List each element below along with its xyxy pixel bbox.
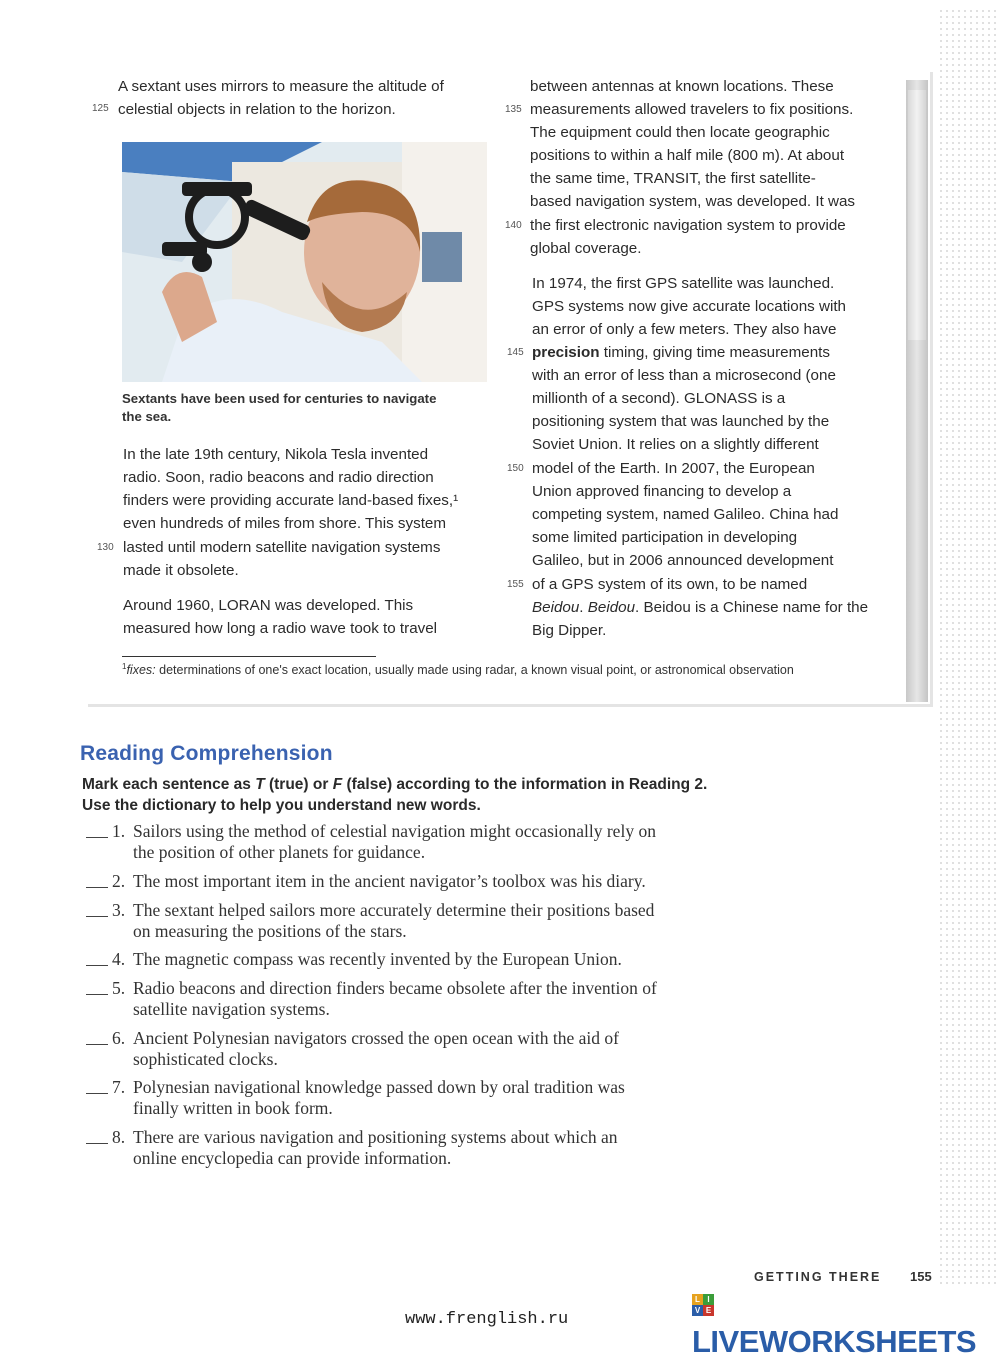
- right-text-line: competing system, named Galileo. China had: [532, 506, 839, 523]
- question-text-line: The most important item in the ancient navigator’s toolbox was his diary.: [133, 871, 646, 891]
- left-text-line: In the late 19th century, Nikola Tesla invented: [123, 446, 429, 463]
- answer-blank[interactable]: [86, 965, 108, 966]
- right-text-line: millionth of a second). GLONASS is a: [532, 390, 786, 407]
- instruction-line: [82, 776, 707, 794]
- right-text-line: Galileo, but in 2006 announced development: [532, 552, 834, 569]
- photo-caption: the sea.: [122, 409, 172, 424]
- footnote-rule: [122, 656, 376, 657]
- question-text-line: There are various navigation and positioning systems about which an: [133, 1127, 618, 1147]
- footnote-term: fixes:: [126, 663, 156, 678]
- dotted-margin-texture: [938, 8, 1000, 1288]
- left-text-line: A sextant uses mirrors to measure the altitude of: [118, 78, 444, 95]
- instruction-part: (true) or: [264, 776, 333, 793]
- line-number: 150: [507, 463, 524, 474]
- question-text-line: on measuring the positions of the stars.: [133, 921, 407, 941]
- line-dot-space: .: [579, 599, 588, 616]
- scrollbar[interactable]: [906, 80, 928, 702]
- site-url[interactable]: www.frenglish.ru: [405, 1310, 569, 1329]
- left-text-line: even hundreds of miles from shore. This system: [123, 515, 447, 532]
- right-text-line: the same time, TRANSIT, the first satellite-: [530, 170, 816, 187]
- right-text-line: [532, 341, 830, 364]
- left-text-line: Around 1960, LORAN was developed. This: [123, 597, 414, 614]
- right-text-line: GPS systems now give accurate locations with: [532, 298, 847, 315]
- instruction-part: (false) according to the information in Reading 2.: [342, 776, 708, 793]
- right-text-line: Union approved financing to develop a: [532, 483, 792, 500]
- question-number: 2.: [112, 871, 126, 891]
- line-number: 155: [507, 579, 524, 590]
- right-text-line: with an error of less than a microsecond (one: [532, 367, 836, 384]
- question-text-line: finally written in book form.: [133, 1098, 333, 1118]
- question-text-line: Ancient Polynesian navigators crossed the open ocean with the aid of: [133, 1028, 619, 1048]
- answer-blank[interactable]: [86, 1093, 108, 1094]
- section-title: Reading Comprehension: [80, 742, 333, 765]
- answer-blank[interactable]: [86, 887, 108, 888]
- italic-term-beidou: Beidou: [532, 599, 580, 616]
- instruction-line: Use the dictionary to help you understand new words.: [82, 797, 481, 814]
- answer-blank[interactable]: [86, 1044, 108, 1045]
- line-number: 145: [507, 347, 524, 358]
- liveworksheets-logo-icon: L I V E: [692, 1294, 714, 1316]
- line-remainder: timing, giving time measurements: [603, 344, 830, 361]
- right-text-line: The equipment could then locate geographic: [530, 124, 830, 141]
- left-text-line: lasted until modern satellite navigation systems: [123, 539, 441, 556]
- left-text-line: finders were providing accurate land-based fixes,¹: [123, 492, 459, 509]
- line-number: 140: [505, 220, 522, 231]
- brand-text: LIVEWORKSHEETS: [692, 1324, 977, 1359]
- right-text-line: between antennas at known locations. These: [530, 78, 834, 95]
- scrollbar-thumb[interactable]: [908, 90, 926, 340]
- left-text-line: celestial objects in relation to the horizon.: [118, 101, 396, 118]
- right-text-line: [532, 596, 868, 619]
- footnote-marker: 1: [122, 662, 127, 671]
- question-text-line: Polynesian navigational knowledge passed down by oral tradition was: [133, 1077, 625, 1097]
- question-text-line: Sailors using the method of celestial navigation might occasionally rely on: [133, 821, 656, 841]
- question-text-line: The sextant helped sailors more accurately determine their positions based: [133, 900, 655, 920]
- right-text-line: some limited participation in developing: [532, 529, 798, 546]
- line-number: 125: [92, 103, 109, 114]
- answer-blank[interactable]: [86, 837, 108, 838]
- right-text-line: model of the Earth. In 2007, the European: [532, 460, 815, 477]
- right-text-line: an error of only a few meters. They also have: [532, 321, 837, 338]
- right-text-line: Big Dipper.: [532, 622, 607, 639]
- right-text-line: global coverage.: [530, 240, 642, 257]
- footer-section-title: GETTING THERE: [754, 1270, 882, 1284]
- question-number: 1.: [112, 821, 126, 841]
- right-text-line: In 1974, the first GPS satellite was launched.: [532, 275, 835, 292]
- sextant-photo-illustration: [122, 142, 487, 382]
- instruction-t: T: [255, 776, 265, 793]
- question-number: 3.: [112, 900, 126, 920]
- line-remainder: . Beidou is a Chinese name for the: [635, 599, 869, 616]
- answer-blank[interactable]: [86, 1143, 108, 1144]
- footnote: [122, 662, 794, 677]
- left-text-line: made it obsolete.: [123, 562, 239, 579]
- question-number: 5.: [112, 978, 126, 998]
- question-number: 8.: [112, 1127, 126, 1147]
- bold-term-precision: precision: [532, 344, 600, 361]
- line-number: 130: [97, 542, 114, 553]
- photo-caption: Sextants have been used for centuries to navigate: [122, 391, 437, 406]
- question-text-line: the position of other planets for guidance.: [133, 842, 426, 862]
- question-number: 4.: [112, 949, 126, 969]
- right-text-line: based navigation system, was developed. It was: [530, 193, 856, 210]
- question-number: 7.: [112, 1077, 126, 1097]
- question-text-line: Radio beacons and direction finders became obsolete after the invention of: [133, 978, 657, 998]
- page-number: 155: [910, 1269, 932, 1284]
- left-text-line: measured how long a radio wave took to travel: [123, 620, 438, 637]
- right-text-line: Soviet Union. It relies on a slightly different: [532, 436, 819, 453]
- italic-term-beidou-2: Beidou: [587, 599, 636, 616]
- right-text-line: positions to within a half mile (800 m). At about: [530, 147, 845, 164]
- question-text-line: sophisticated clocks.: [133, 1049, 278, 1069]
- line-number: 135: [505, 104, 522, 115]
- right-text-line: of a GPS system of its own, to be named: [532, 576, 808, 593]
- brand-name[interactable]: [692, 1288, 1000, 1360]
- question-text-line: online encyclopedia can provide information.: [133, 1148, 452, 1168]
- instruction-f: F: [332, 776, 343, 793]
- right-text-line: positioning system that was launched by the: [532, 413, 830, 430]
- question-text-line: satellite navigation systems.: [133, 999, 330, 1019]
- answer-blank[interactable]: [86, 994, 108, 995]
- sextant-photo: [122, 142, 487, 382]
- question-number: 6.: [112, 1028, 126, 1048]
- right-text-line: measurements allowed travelers to fix positions.: [530, 101, 854, 118]
- right-text-line: the first electronic navigation system to provide: [530, 217, 846, 234]
- instruction-part: Mark each sentence as: [82, 776, 256, 793]
- footnote-text: determinations of one's exact location, usually made using radar, a known visual point, or astronomical observation: [155, 663, 794, 678]
- question-text-line: The magnetic compass was recently invented by the European Union.: [133, 949, 622, 969]
- answer-blank[interactable]: [86, 916, 108, 917]
- left-text-line: radio. Soon, radio beacons and radio direction: [123, 469, 434, 486]
